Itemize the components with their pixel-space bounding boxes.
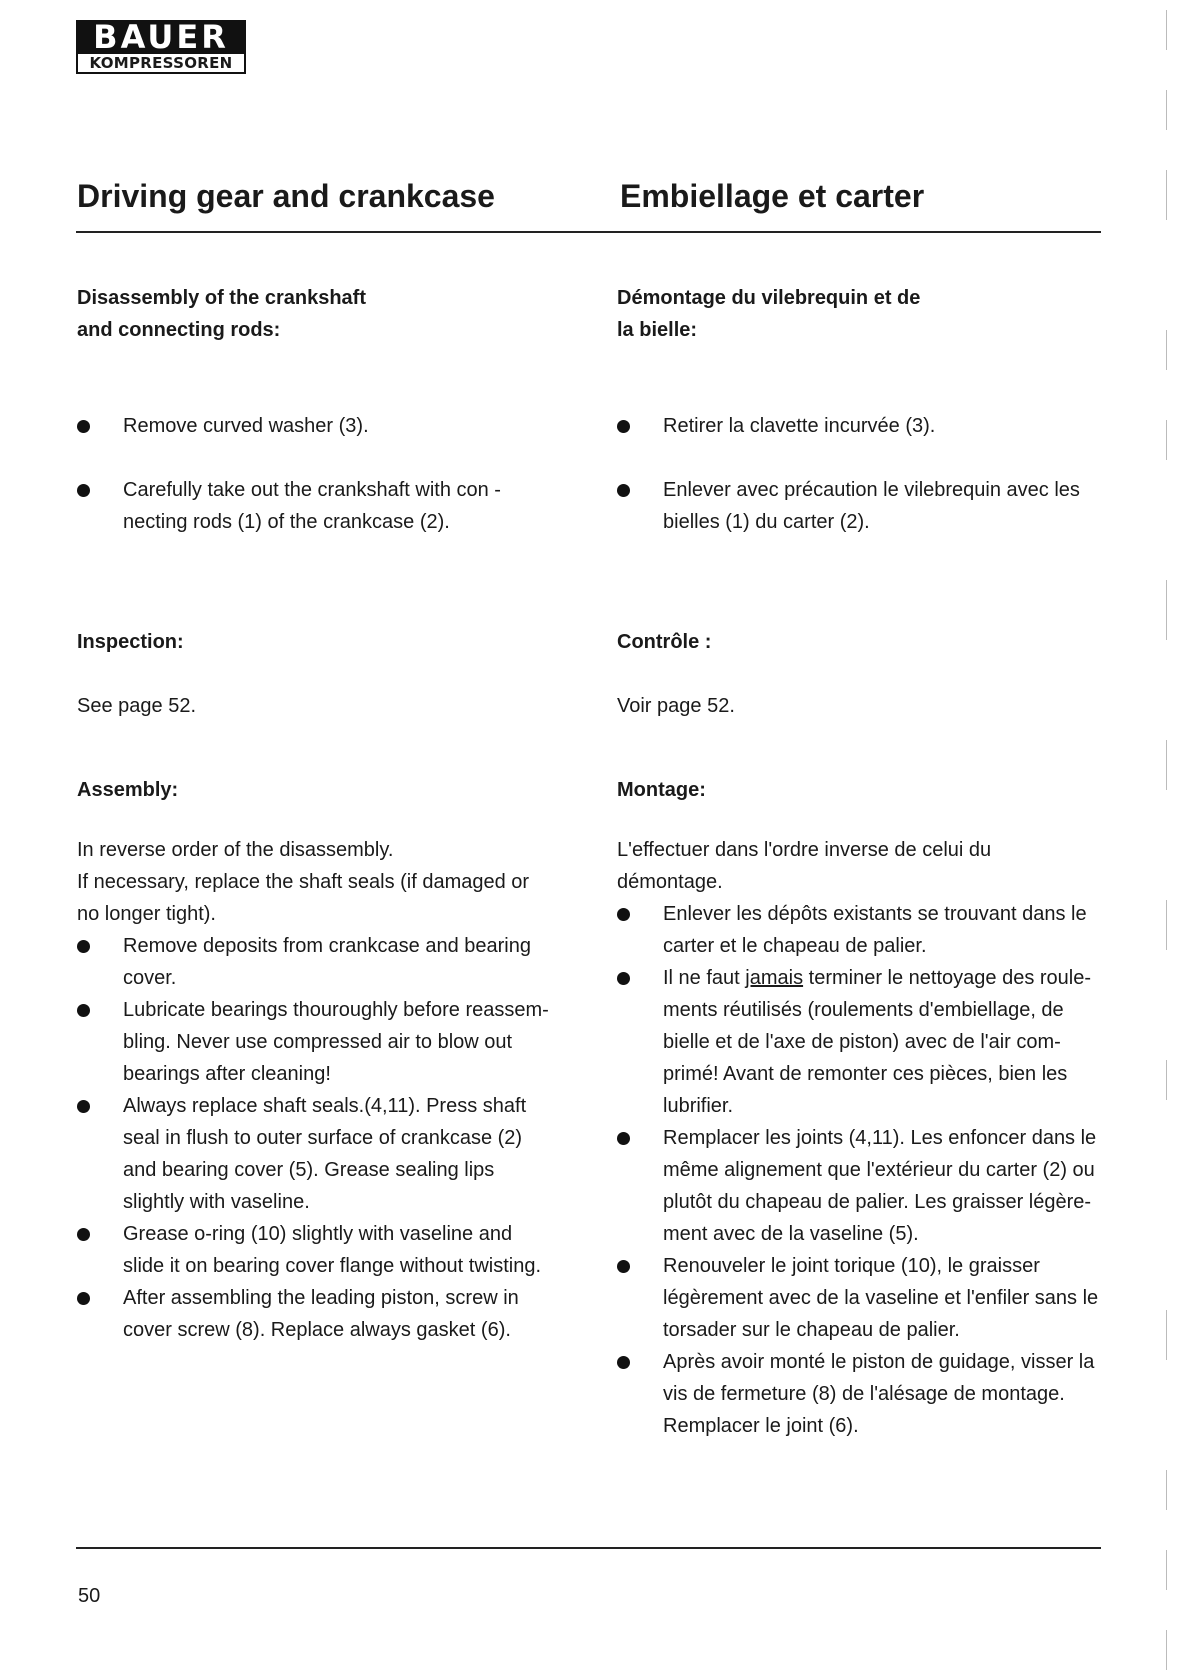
assembly-heading: Assembly: [77, 779, 179, 801]
inspection-text-fr: Voir page 52. [617, 695, 735, 717]
page-number: 50 [78, 1585, 101, 1607]
bullet-icon [617, 1356, 630, 1369]
bullet-icon [617, 1132, 630, 1145]
list-item: Renouveler le joint torique (10), le graisser légèrement avec de la vaseline et l'enfiler sans le torsader sur le chapeau de palier. [617, 1250, 1102, 1346]
bullet-icon [77, 940, 90, 953]
page-title-fr: Embiellage et carter [620, 178, 925, 214]
bullet-icon [77, 1228, 90, 1241]
inspection-heading: Inspection: [77, 631, 184, 653]
assembly-intro: In reverse order of the disassembly. If necessary, replace the shaft seals (if damaged or no longer tight). [77, 839, 530, 925]
inspection-text: See page 52. [77, 695, 196, 717]
list-item: Always replace shaft seals.(4,11). Press shaft seal in flush to outer surface of crankcase (2) and bearing cover (5). Grease sealing lips slightly with vaseline. [77, 1090, 557, 1218]
assembly-steps-fr [617, 898, 1102, 1442]
disassembly-steps [77, 410, 557, 538]
list-item: Lubricate bearings thouroughly before reassem- bling. Never use compressed air to blow out bearings after cleaning! [77, 994, 557, 1090]
list-item: Remove curved washer (3). [77, 410, 557, 442]
disassembly-heading-fr: Démontage du vilebrequin et de la bielle: [617, 287, 921, 341]
inspection-heading-fr: Contrôle : [617, 631, 712, 653]
list-item: Enlever les dépôts existants se trouvant dans le carter et le chapeau de palier. [617, 898, 1102, 962]
french-column [617, 282, 1102, 1442]
assembly-intro-fr: L'effectuer dans l'ordre inverse de celui du démontage. [617, 839, 992, 893]
list-item: Carefully take out the crankshaft with con - necting rods (1) of the crankcase (2). [77, 474, 557, 538]
bullet-icon [617, 972, 630, 985]
bullet-icon [77, 1004, 90, 1017]
bullet-icon [77, 420, 90, 433]
logo-brand: BAUER [76, 20, 246, 54]
list-item: Il ne faut jamais terminer le nettoyage des roule- ments réutilisés (roulements d'embiellage, de bielle et de l'axe de piston) avec de l'air com- primé! Avant de remonter ces pièces, bien les lubrifier. [617, 962, 1102, 1122]
bullet-icon [617, 484, 630, 497]
logo-subtitle: KOMPRESSOREN [76, 54, 246, 74]
list-item: After assembling the leading piston, screw in cover screw (8). Replace always gasket (6). [77, 1282, 557, 1346]
list-item: Remove deposits from crankcase and bearing cover. [77, 930, 557, 994]
bullet-icon [77, 484, 90, 497]
assembly-heading-fr: Montage: [617, 779, 706, 801]
title-divider [76, 231, 1101, 233]
english-column [77, 282, 557, 1346]
bauer-logo [76, 20, 246, 74]
bullet-icon [77, 1100, 90, 1113]
emphasis-jamais: jamais [745, 967, 804, 989]
page-title-en: Driving gear and crankcase [77, 178, 495, 214]
scan-edge-marks [1164, 0, 1170, 1678]
assembly-steps [77, 930, 557, 1346]
bullet-icon [617, 908, 630, 921]
footer-divider [76, 1547, 1101, 1549]
list-item: Enlever avec précaution le vilebrequin avec les bielles (1) du carter (2). [617, 474, 1102, 538]
bullet-icon [77, 1292, 90, 1305]
bullet-icon [617, 420, 630, 433]
disassembly-heading: Disassembly of the crankshaft and connecting rods: [77, 287, 366, 341]
list-item: Grease o-ring (10) slightly with vaseline and slide it on bearing cover flange without twisting. [77, 1218, 557, 1282]
disassembly-steps-fr [617, 410, 1102, 538]
list-item: Remplacer les joints (4,11). Les enfoncer dans le même alignement que l'extérieur du carter (2) ou plutôt du chapeau de palier. Les graisser légère- ment avec de la vaseline (5). [617, 1122, 1102, 1250]
list-item: Retirer la clavette incurvée (3). [617, 410, 1102, 442]
list-item: Après avoir monté le piston de guidage, visser la vis de fermeture (8) de l'alésage de montage. Remplacer le joint (6). [617, 1346, 1102, 1442]
bullet-icon [617, 1260, 630, 1273]
